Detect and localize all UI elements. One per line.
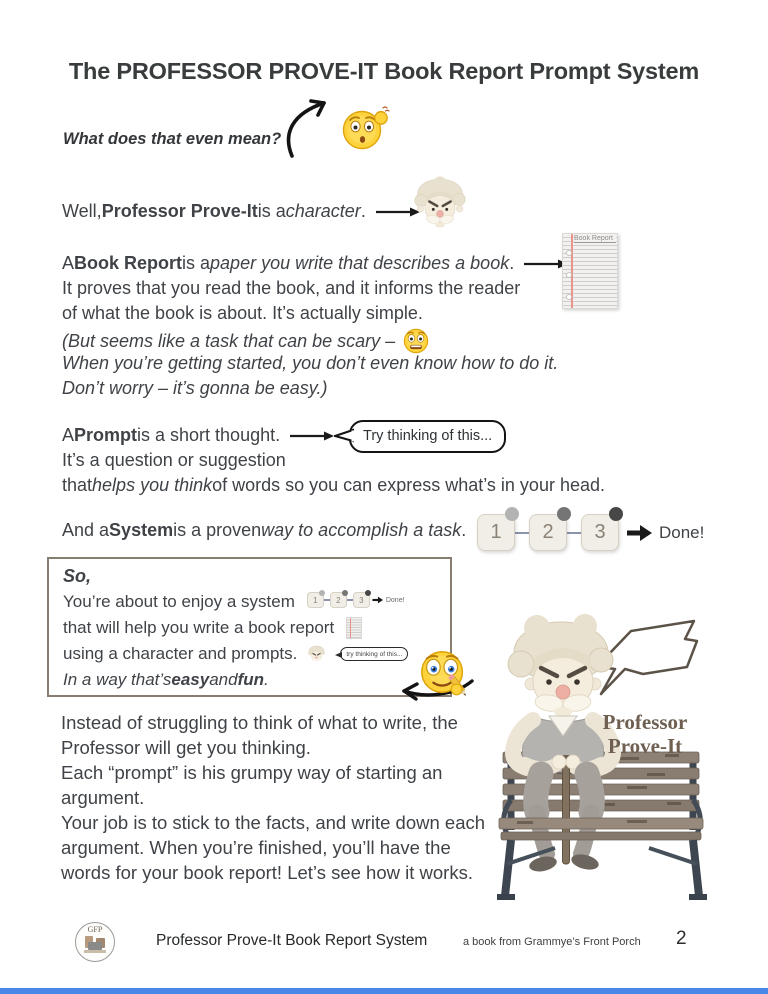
so-box-line-4: [63, 641, 450, 667]
bench-seat: [497, 818, 707, 900]
page-title: The PROFESSOR PROVE-IT Book Report Prompt System: [68, 58, 700, 84]
text-run: that will help you write a book report: [63, 618, 335, 637]
text-run-italic: .: [264, 670, 269, 689]
done-label: Done!: [659, 522, 705, 542]
book-report-line-4: [62, 328, 429, 354]
step-box-2: [529, 514, 567, 551]
paper-hole: [566, 250, 572, 256]
closing-line-3: Each “prompt” is his grumpy way of starting an: [61, 762, 443, 783]
text-run-bold-italic: So,: [63, 565, 92, 586]
text-run-bold-italic: fun: [237, 670, 264, 689]
so-box-line-2: [63, 589, 450, 615]
done-label: Done!: [385, 596, 405, 604]
speech-bubble-text: Try thinking of this...: [363, 428, 493, 444]
system-definition-line: [62, 520, 466, 541]
text-run: is a short thought.: [137, 425, 281, 445]
step-number: 2: [336, 595, 341, 605]
closing-line-1: Instead of struggling to think of what to write, the: [61, 712, 458, 733]
text-run: A: [62, 253, 75, 273]
step-number: 1: [490, 521, 502, 543]
so-box-line-3: [63, 615, 450, 641]
step-connector: [324, 599, 330, 601]
prompt-speech-bubble: [349, 420, 506, 453]
closing-line-4: argument.: [61, 787, 145, 808]
step-number: 3: [594, 521, 606, 543]
text-run: using a character and prompts.: [63, 644, 298, 663]
professor-head-icon: [412, 176, 468, 236]
prompt-line-1: [62, 425, 335, 446]
mini-steps-graphic: [307, 592, 405, 608]
scared-emoji: [403, 328, 429, 354]
right-arrow-icon: [289, 430, 335, 442]
book-report-line-3: [62, 303, 423, 324]
closing-line-7: words for your book report! Let’s see how it works.: [61, 862, 473, 883]
text-run: .: [360, 201, 366, 221]
text-run-italic: Don’t worry – it’s gonna be easy.): [62, 378, 328, 398]
closing-line-5: Your job is to stick to the facts, and write down each: [61, 812, 486, 833]
text-run-italic: paper you write that describes a book: [210, 253, 510, 273]
professor-label-line1: Professor: [602, 710, 688, 734]
text-run-bold: Professor Prove-It: [101, 201, 258, 221]
jagged-speech-bubble: [599, 621, 697, 694]
footer-title: Professor Prove-It Book Report System: [156, 932, 428, 949]
step-box-1: [477, 514, 515, 551]
paper-hole: [566, 294, 572, 300]
confused-emoji: [340, 105, 390, 151]
text-run: Well,: [62, 201, 102, 221]
step-connector: [347, 599, 353, 601]
text-run: It proves that you read the book, and it informs the reader: [62, 278, 521, 298]
character-definition-line: [62, 201, 421, 222]
done-arrow-icon: [626, 524, 652, 542]
so-box-line-5: [63, 667, 450, 693]
step-dot-light: [505, 507, 519, 521]
step-box-3: [581, 514, 619, 551]
page-number: 2: [676, 928, 687, 949]
paper-title-label: Book Report: [574, 235, 616, 243]
speech-bubble-tail: [334, 427, 354, 445]
professor-on-bench-illustration: [497, 612, 707, 908]
gfp-logo: [75, 922, 115, 962]
professor-label-line2: Prove-It: [607, 734, 683, 758]
closing-line-6: argument. When you’re finished, you’ll have the: [61, 837, 451, 858]
mini-step-box-1: [307, 592, 324, 608]
text-run: You’re about to enjoy a system: [63, 592, 295, 611]
text-run-bold: Book Report: [74, 253, 183, 273]
mini-bubble-text: try thinking of this...: [346, 650, 403, 658]
step-dot-dark: [365, 590, 371, 596]
text-run-italic: In a way that’s: [63, 670, 172, 689]
text-run-italic: and: [209, 670, 238, 689]
so-box-line-1: [63, 563, 450, 589]
step-number: 2: [542, 521, 554, 543]
text-run: is a: [257, 201, 286, 221]
step-number: 1: [313, 595, 318, 605]
step-dot-mid: [342, 590, 348, 596]
mini-professor-head-icon: [307, 645, 326, 665]
footer-subtitle: a book from Grammye’s Front Porch: [463, 936, 641, 948]
text-run: .: [461, 520, 467, 540]
step-dot-mid: [557, 507, 571, 521]
text-run-bold: System: [109, 520, 174, 540]
text-run: And a: [62, 520, 110, 540]
text-run-italic: way to accomplish a task: [261, 520, 462, 540]
step-dot-light: [319, 590, 325, 596]
book-report-paper-icon: [562, 233, 618, 309]
text-run: of words so you can express what’s in your head.: [212, 475, 605, 495]
mini-speech-bubble: [340, 647, 408, 661]
book-report-line-5: [62, 353, 558, 374]
bottom-blue-bar: [0, 988, 768, 994]
text-run: of what the book is about. It’s actually simple.: [62, 303, 423, 323]
curved-up-arrow-icon: [284, 96, 342, 160]
prompt-line-3: [62, 475, 605, 496]
logo-porch-art: [83, 934, 107, 956]
text-run: It’s a question or suggestion: [62, 450, 286, 470]
text-run-italic: helps you think: [92, 475, 213, 495]
text-run-bold: Prompt: [74, 425, 138, 445]
intro-question: What does that even mean?: [63, 130, 282, 148]
so-summary-box: [47, 557, 452, 697]
step-connector: [567, 532, 581, 534]
text-run: .: [509, 253, 515, 273]
text-run-italic: (But seems like a task that can be scary –: [62, 330, 396, 351]
paper-hole: [566, 272, 572, 278]
text-run: is a: [182, 253, 211, 273]
text-run: A: [62, 425, 75, 445]
text-run: that: [62, 475, 93, 495]
text-run-bold-italic: easy: [171, 670, 210, 689]
system-steps-graphic: [477, 514, 704, 551]
mini-step-box-2: [330, 592, 347, 608]
closing-line-2: Professor will get you thinking.: [61, 737, 311, 758]
writing-emoji: [417, 647, 471, 701]
mini-paper-icon: [346, 617, 362, 639]
book-report-line-6: [62, 378, 327, 399]
text-run-italic: When you’re getting started, you don’t even know how to do it.: [62, 353, 559, 373]
logo-text: GFP: [87, 925, 103, 934]
book-report-line-1: [62, 253, 569, 274]
step-connector: [515, 532, 529, 534]
prompt-line-2: [62, 450, 286, 471]
book-report-line-2: [62, 278, 520, 299]
step-number: 3: [359, 595, 364, 605]
text-run-italic: character: [285, 201, 361, 221]
done-arrow-icon: [372, 596, 383, 604]
text-run: is a proven: [173, 520, 262, 540]
mini-step-box-3: [353, 592, 370, 608]
step-dot-dark: [609, 507, 623, 521]
